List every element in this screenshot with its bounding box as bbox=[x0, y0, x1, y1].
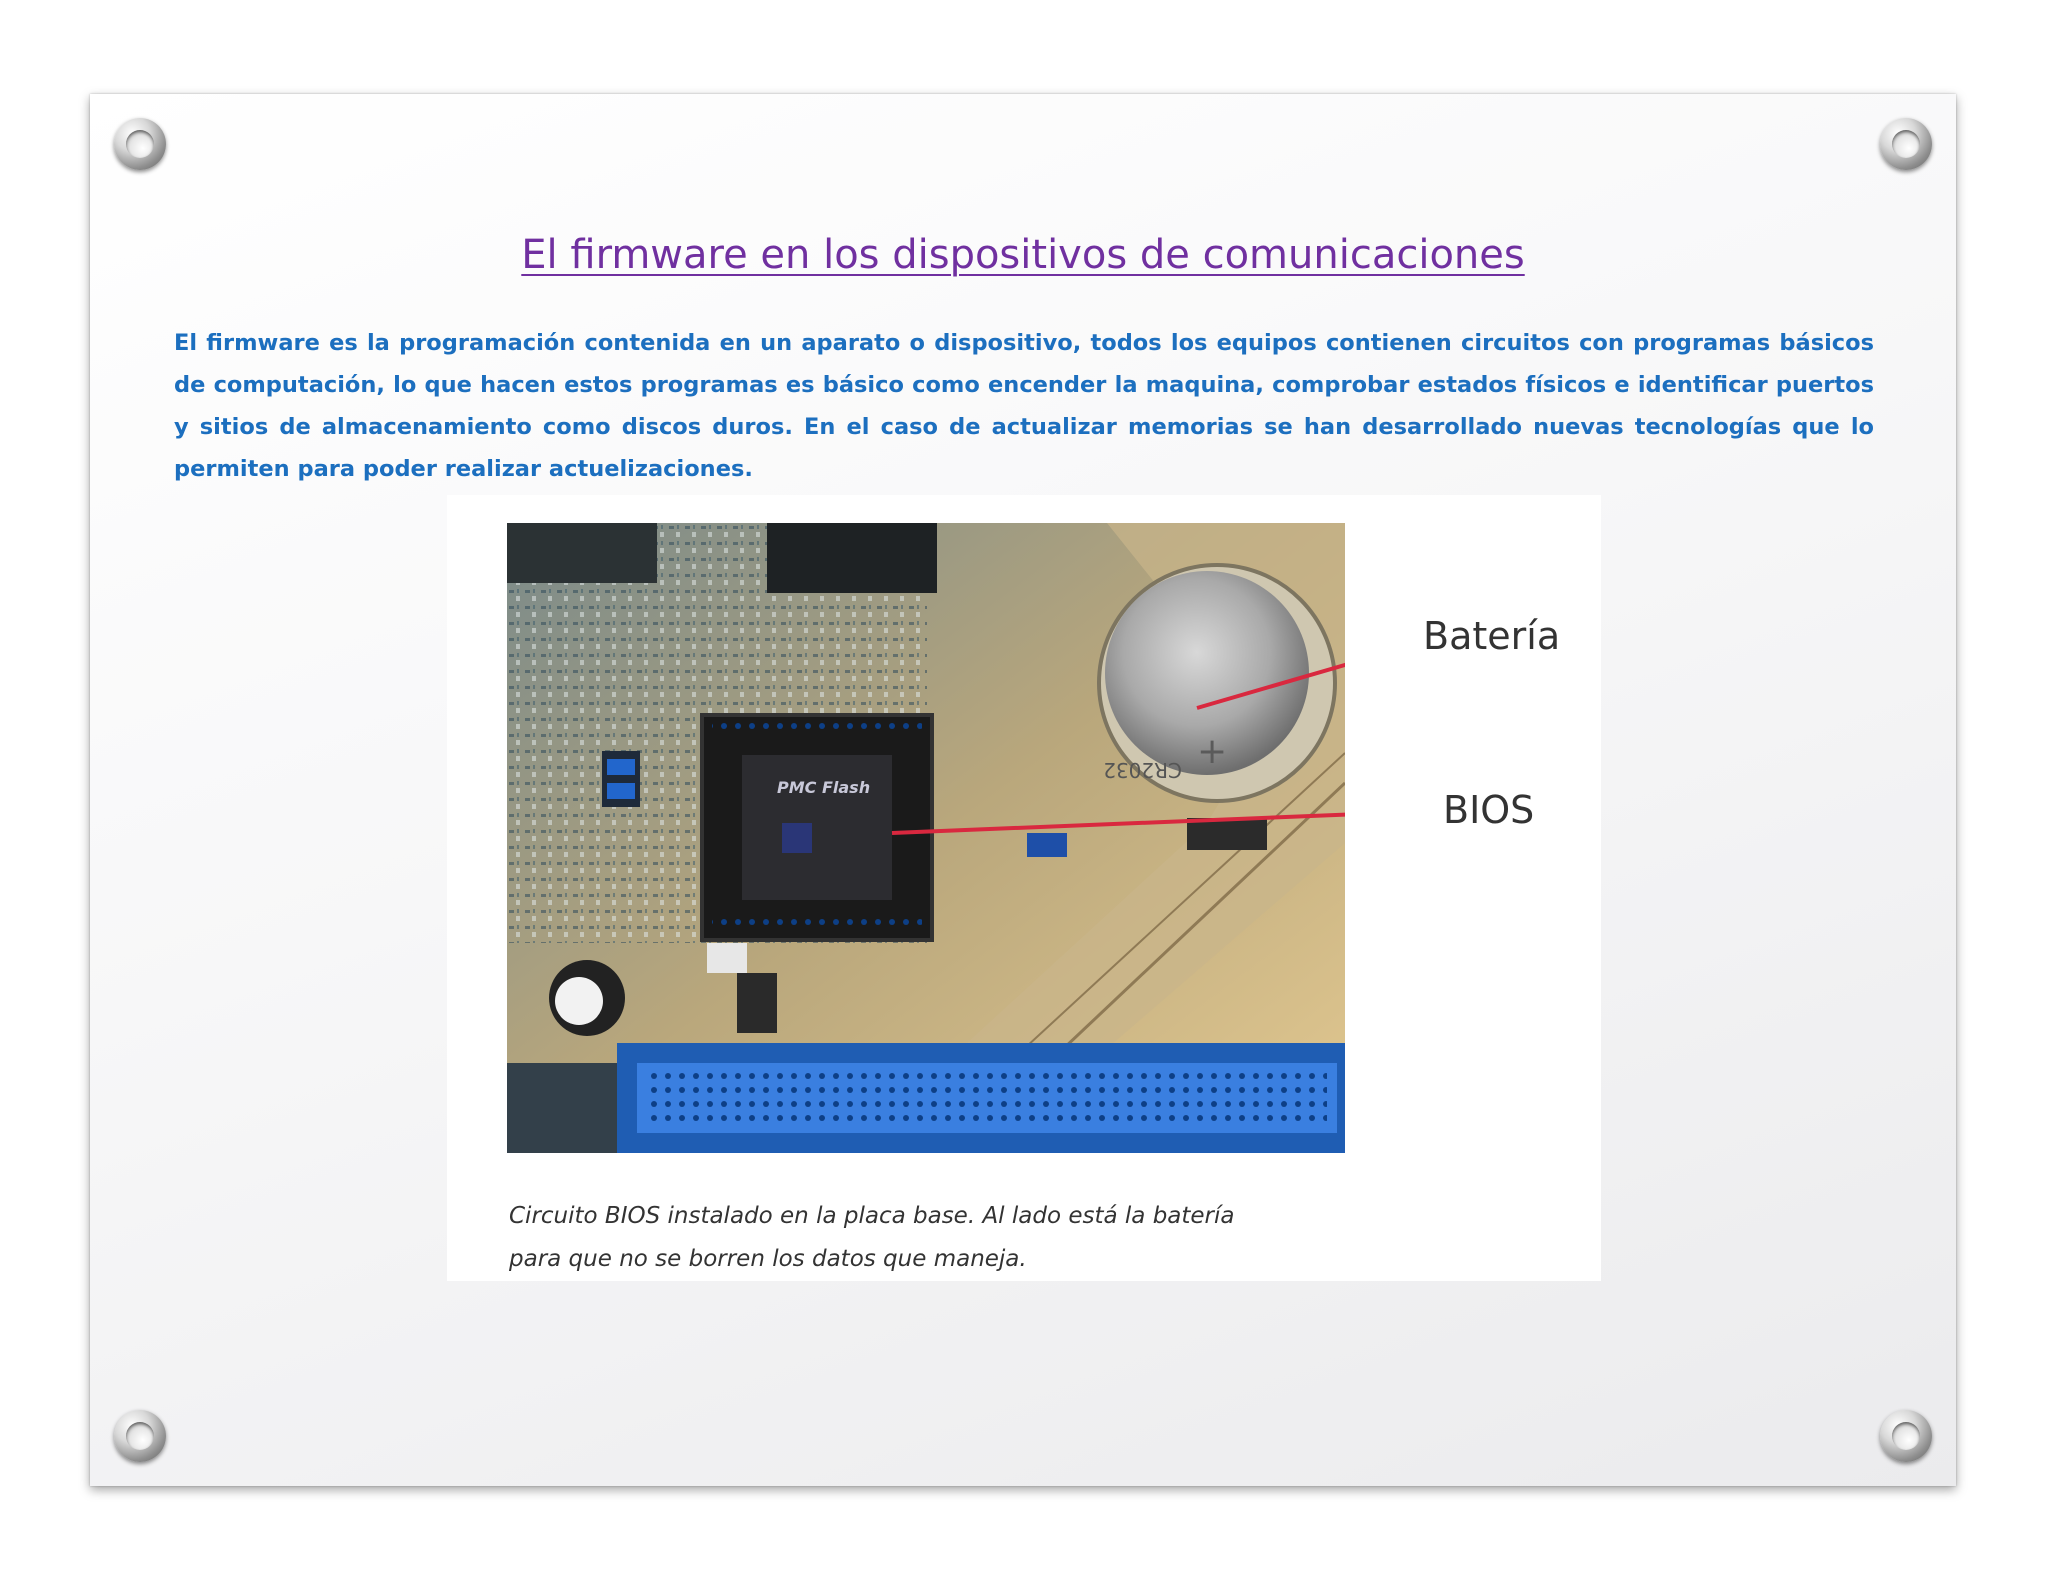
grommet-icon bbox=[1880, 118, 1932, 170]
bios-label: BIOS bbox=[1443, 788, 1535, 832]
grommet-icon bbox=[114, 118, 166, 170]
svg-text:+: + bbox=[1197, 731, 1228, 772]
slide bbox=[90, 94, 1956, 1486]
chip-marking: PMC Flash bbox=[777, 778, 871, 797]
figure bbox=[447, 495, 1601, 1281]
body-paragraph: El firmware es la programación contenida en un aparato o dispositivo, todos los equipos contienen circuitos con programas básicos de computación, lo que hacen estos programas es básico como encender la maquina, comprobar estados físicos e identificar puertos y sitios de almacenamiento como discos duros. En el caso de actualizar memorias se han desarrollado nuevas tecnologías que lo permiten para poder realizar actuelizaciones. bbox=[174, 330, 1874, 482]
caption-line: para que no se borren los datos que maneja. bbox=[509, 1246, 1027, 1272]
motherboard-photo bbox=[507, 523, 1345, 1153]
grommet-icon bbox=[1880, 1410, 1932, 1462]
caption-line: Circuito BIOS instalado en la placa base. Al lado está la batería bbox=[509, 1203, 1235, 1229]
battery-marking: CR2032 bbox=[1103, 758, 1182, 782]
grommet-icon bbox=[114, 1410, 166, 1462]
slide-title: El firmware en los dispositivos de comunicaciones bbox=[521, 232, 1525, 278]
battery-label: Batería bbox=[1423, 614, 1561, 658]
figure-caption bbox=[509, 1195, 1309, 1281]
